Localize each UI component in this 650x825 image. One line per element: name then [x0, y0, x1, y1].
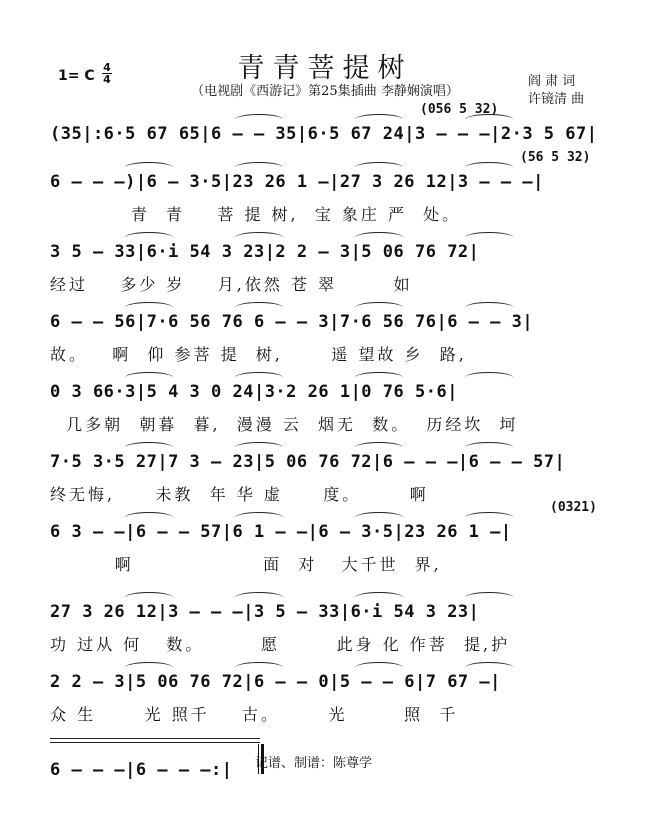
meter-bottom: 4: [103, 73, 111, 86]
lyric-line: 青 青 菩 提 树, 宝 象庄 严 处。: [50, 205, 462, 224]
slur-mark: [355, 114, 403, 125]
notation-line: 6 3 — —|6 — — 57|6 1 — —|6 — 3·5|23 26 1 —|: [50, 522, 512, 542]
lyric-line: 经过 多少 岁 月,依然 苍 翠 如: [50, 275, 413, 294]
slur-mark: [355, 232, 403, 243]
slur-mark: [125, 372, 173, 383]
key-signature: 1= C: [58, 68, 95, 84]
slur-mark: [235, 442, 283, 453]
page-title: 青青菩提树: [237, 53, 413, 84]
notation-line: (35|:6·5 67 65|6 — — 35|6·5 67 24|3 — — —|2·3 5 67|: [50, 124, 598, 144]
slur-mark: [465, 114, 513, 125]
slur-mark: [465, 512, 513, 523]
slur-mark: [465, 662, 513, 673]
slur-mark: [465, 592, 513, 603]
slur-mark: [355, 592, 403, 603]
lyric-line: 故。 啊 仰 参菩 提 树, 遥 望故 乡 路,: [50, 345, 467, 364]
notation-line: 2 2 — 3|5 06 76 72|6 — — 0|5 — — 6|7 67 —|: [50, 672, 501, 692]
lyric-line: 终无悔, 未教 年 华 虚 度。 啊: [50, 485, 429, 504]
notation-line: 0 3 66·3|5 4 3 0 24|3·2 26 1|0 76 5·6|: [50, 382, 458, 402]
ornament-hint: (056 5 32): [420, 102, 499, 117]
slur-mark: [235, 662, 283, 673]
slur-mark: [125, 232, 173, 243]
time-signature: [102, 62, 112, 85]
lyric-line: 众 生 光 照千 古。 光 照 千: [50, 705, 459, 724]
composer: 许镜清 曲: [528, 92, 585, 107]
notation-line: 27 3 26 12|3 — — —|3 5 — 33|6·i 54 3 23|: [50, 602, 480, 622]
slur-mark: [355, 512, 403, 523]
slur-mark: [355, 372, 403, 383]
subtitle: （电视剧《西游记》第25集插曲 李静娴演唱）: [191, 84, 459, 99]
notation-line: 6 — — 56|7·6 56 76 6 — — 3|7·6 56 76|6 — — 3|: [50, 312, 534, 332]
ornament-hint: (0321): [550, 500, 597, 515]
slur-mark: [125, 162, 173, 173]
slur-mark: [125, 302, 173, 313]
slur-mark: [235, 372, 283, 383]
meter-top: 4: [103, 61, 111, 74]
slur-mark: [355, 662, 403, 673]
slur-mark: [465, 302, 513, 313]
slur-mark: [125, 662, 173, 673]
slur-mark: [235, 302, 283, 313]
slur-mark: [125, 592, 173, 603]
end-repeat-lines: [50, 738, 260, 743]
slur-mark: [235, 114, 283, 125]
slur-mark: [465, 162, 513, 173]
notation-line: 6 — — —)|6 — 3·5|23 26 1 —|27 3 26 12|3 — — —|: [50, 172, 544, 192]
slur-mark: [235, 512, 283, 523]
slur-mark: [235, 232, 283, 243]
slur-mark: [355, 302, 403, 313]
slur-mark: [465, 372, 513, 383]
lyric-line: 啊 面 对 大千世 界,: [50, 555, 442, 574]
notation-line: 7·5 3·5 27|7 3 — 23|5 06 76 72|6 — — —|6 — — 57|: [50, 452, 566, 472]
slur-mark: [355, 162, 403, 173]
slur-mark: [355, 442, 403, 453]
ornament-hint: (56 5 32): [520, 150, 591, 165]
slur-mark: [465, 442, 513, 453]
transcriber-credit: 记谱、制谱：陈尊学: [255, 756, 373, 771]
slur-mark: [125, 512, 173, 523]
slur-mark: [235, 592, 283, 603]
lyric-line: 几多朝 朝暮 暮, 漫漫 云 烟无 数。 历经坎 坷: [50, 415, 519, 434]
notation-line: 3 5 — 33|6·i 54 3 23|2 2 — 3|5 06 76 72|: [50, 242, 480, 262]
lyric-line: 功 过从 何 数。 愿 此身 化 作菩 提,护: [50, 635, 511, 654]
lyricist: 阎 肃 词: [528, 74, 576, 89]
slur-mark: [235, 162, 283, 173]
notation-line: 6 — — —|6 — — —:|: [50, 760, 233, 780]
slur-mark: [465, 232, 513, 243]
slur-mark: [125, 442, 173, 453]
